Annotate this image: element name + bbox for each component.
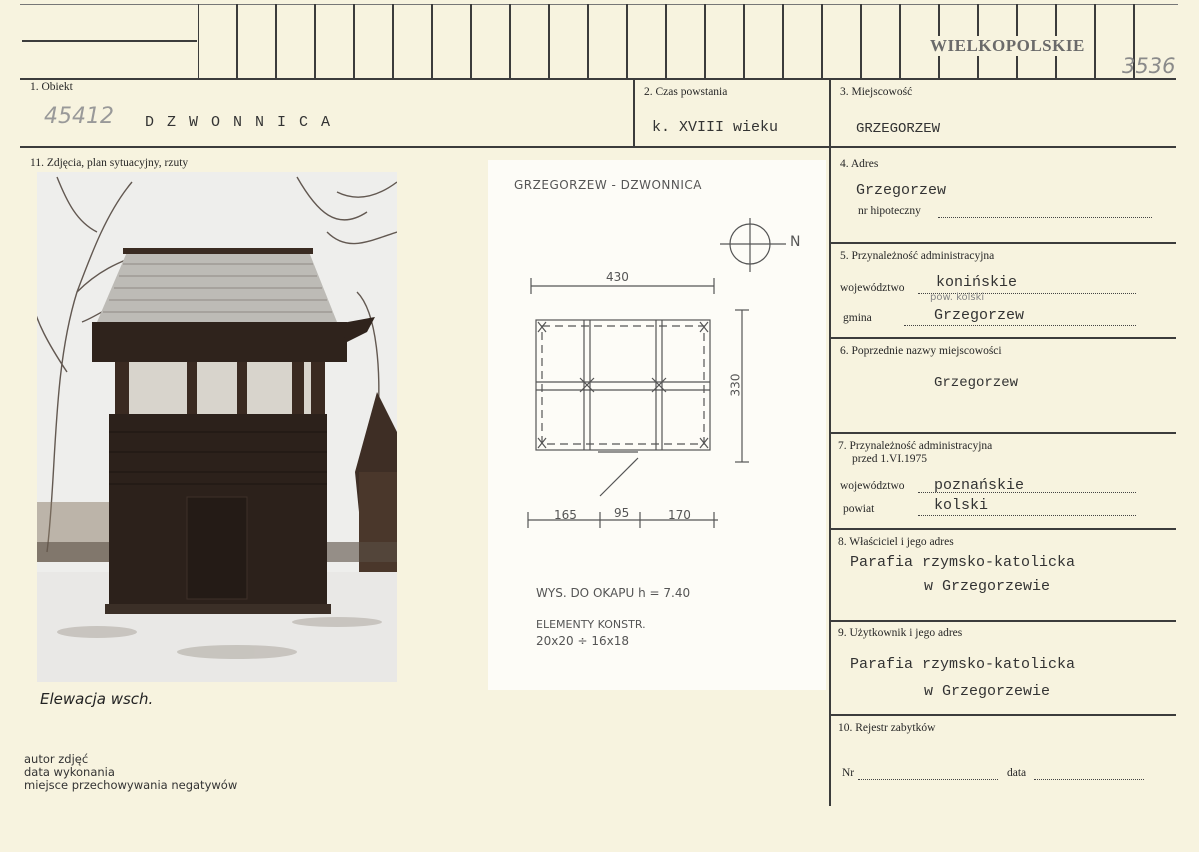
admin-voivodeship-label: województwo — [840, 282, 905, 294]
card-number: 3536 — [1122, 54, 1176, 78]
registry-nr-label: Nr — [842, 767, 855, 779]
width-dimension: 430 — [606, 270, 629, 284]
admin-district-note: pow. kolski — [930, 292, 985, 303]
row1-divider-a — [633, 78, 635, 146]
row4-bottom-rule — [829, 242, 1176, 244]
creation-time-value: k. XVIII wieku — [652, 119, 779, 136]
mortgage-number-field[interactable] — [938, 216, 1152, 218]
plan-sketch — [488, 160, 826, 690]
row6-bottom-rule — [829, 432, 1176, 434]
address-value: Grzegorzew — [856, 182, 947, 199]
creation-time-label: 2. Czas powstania — [644, 86, 728, 98]
segment-1: 165 — [554, 508, 577, 522]
row7-bottom-rule — [829, 528, 1176, 530]
admin-before-district-label: powiat — [843, 503, 875, 515]
sketch-title: GRZEGORZEW - DZWONNICA — [514, 178, 702, 192]
row5-bottom-rule — [829, 337, 1176, 339]
admin-label: 5. Przynależność administracyjna — [840, 250, 995, 262]
negatives-location-label: miejsce przechowywania negatywów — [24, 778, 238, 792]
depth-dimension: 330 — [728, 373, 743, 397]
admin-before-voivodeship-value: poznańskie — [934, 477, 1025, 494]
row9-bottom-rule — [829, 714, 1176, 716]
photo-date-label: data wykonania — [24, 765, 115, 779]
address-label: 4. Adres — [840, 158, 879, 170]
registry-date-field[interactable] — [1034, 778, 1144, 780]
row1-top-rule — [20, 78, 1176, 80]
photo-caption: Elewacja wsch. — [40, 690, 154, 708]
admin-before-voivodeship-field[interactable] — [918, 491, 1136, 493]
owner-line-1: Parafia rzymsko-katolicka — [850, 554, 1076, 571]
height-note: WYS. DO OKAPU h = 7.40 — [536, 586, 691, 600]
region-stamp: WIELKOPOLSKIE — [930, 36, 1085, 55]
admin-before-district-value: kolski — [934, 497, 989, 514]
mortgage-number-label: nr hipoteczny — [858, 205, 921, 217]
belfry-photo — [37, 172, 397, 682]
previous-names-label: 6. Poprzednie nazwy miejscowości — [840, 345, 1002, 357]
row8-bottom-rule — [829, 620, 1176, 622]
admin-before-voivodeship-label: województwo — [840, 480, 905, 492]
owner-label: 8. Właściciel i jego adres — [838, 536, 954, 548]
north-label: N — [790, 234, 801, 250]
photos-section-label: 11. Zdjęcia, plan sytuacyjny, rzuty — [30, 157, 189, 169]
user-label: 9. Użytkownik i jego adres — [838, 627, 963, 639]
row1-bottom-rule — [20, 146, 1176, 148]
segment-3: 170 — [668, 508, 691, 522]
user-line-2: w Grzegorzewie — [924, 683, 1051, 700]
admin-before-district-field[interactable] — [918, 514, 1136, 516]
admin-voivodeship-value: konińskie — [936, 274, 1018, 291]
registry-nr-field[interactable] — [858, 778, 998, 780]
sketch-drawing — [488, 160, 826, 690]
owner-line-2: w Grzegorzewie — [924, 578, 1051, 595]
locality-label: 3. Miejscowość — [840, 86, 913, 98]
user-line-1: Parafia rzymsko-katolicka — [850, 656, 1076, 673]
admin-before-label-2: przed 1.VI.1975 — [852, 453, 928, 465]
locality-value: GRZEGORZEW — [856, 121, 941, 137]
registry-label: 10. Rejestr zabytków — [838, 722, 936, 734]
object-number: 45412 — [44, 104, 114, 129]
row1-divider-b — [829, 78, 831, 806]
header-short-rule — [22, 40, 197, 42]
admin-commune-value: Grzegorzew — [934, 307, 1025, 324]
admin-before-label-1: 7. Przynależność administracyjna — [838, 440, 993, 452]
previous-names-value: Grzegorzew — [934, 375, 1019, 391]
photo-author-label: autor zdjęć — [24, 752, 89, 766]
object-label: 1. Obiekt — [30, 81, 73, 93]
registry-date-label: data — [1007, 767, 1027, 779]
elements-line-2: 20x20 ÷ 16x18 — [536, 634, 629, 648]
elements-line-1: ELEMENTY KONSTR. — [536, 618, 646, 631]
belfry-photo-image — [37, 172, 397, 682]
object-name: D Z W O N N I C A — [145, 114, 333, 131]
admin-commune-label: gmina — [843, 312, 872, 324]
segment-2: 95 — [614, 506, 630, 520]
admin-commune-field[interactable] — [904, 324, 1136, 326]
